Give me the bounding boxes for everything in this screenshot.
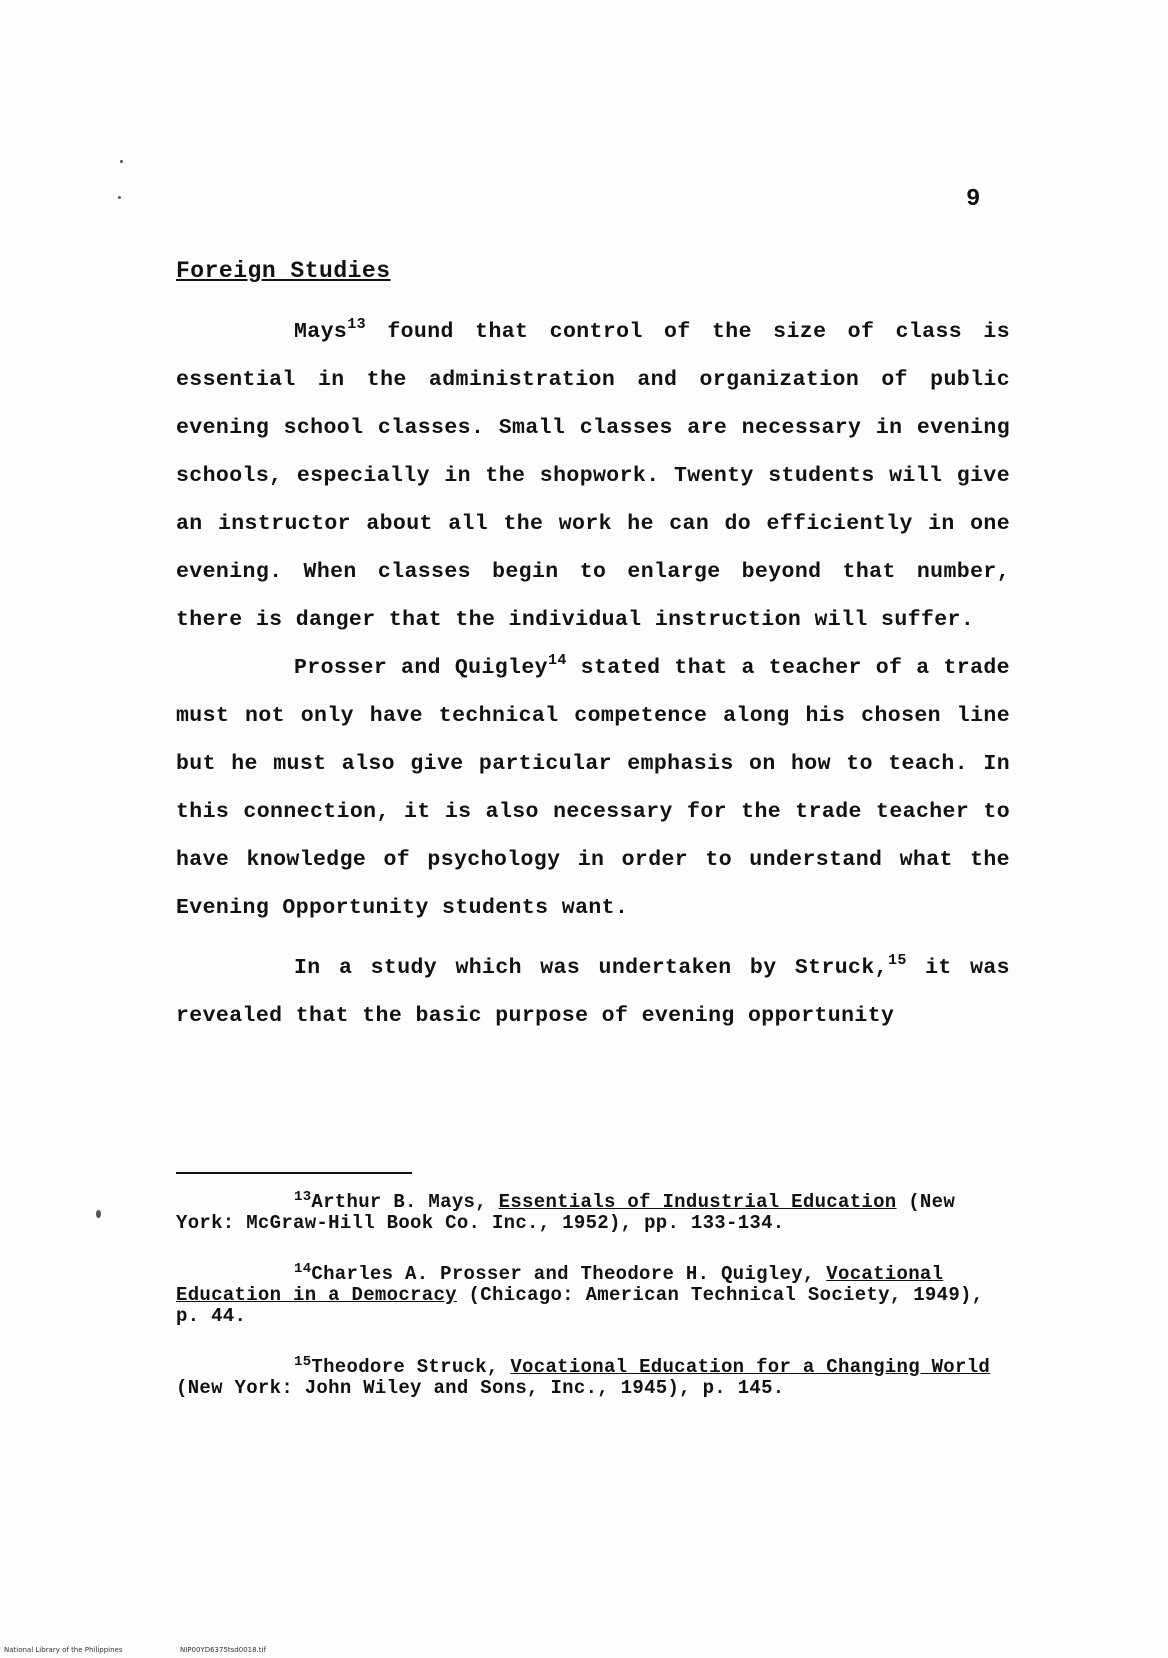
footnote-divider xyxy=(176,1172,412,1174)
footnote-publication: (New York: John Wiley and Sons, Inc., 1945), p. 145. xyxy=(176,1377,785,1399)
footnote-ref-14: 14 xyxy=(547,652,567,669)
body-text xyxy=(176,308,1010,1040)
footnote-14 xyxy=(176,1261,1010,1327)
footnote-number: 15 xyxy=(294,1354,312,1370)
footnote-ref-13: 13 xyxy=(347,316,367,333)
footnote-author: Charles A. Prosser and Theodore H. Quigley, xyxy=(311,1263,827,1285)
page-number: 9 xyxy=(966,186,981,213)
section-heading: Foreign Studies xyxy=(176,258,391,284)
footnote-ref-15: 15 xyxy=(887,952,907,969)
footnote-title: Essentials of Industrial Education xyxy=(498,1191,897,1213)
footnote-author: Theodore Struck, xyxy=(311,1356,511,1378)
footnotes xyxy=(176,1189,1010,1429)
paragraph-2-lead: Prosser and Quigley xyxy=(294,656,548,680)
paragraph-1-text: found that control of the size of class is essential in the administration and organization of public evening school classes. Small classes are necessary in evening schools, especially in the shopwork. Twenty students will give an instructor about all the work he can do efficiently in one evening. When classes begin to enlarge beyond that number, there is danger that the individual instruction will suffer. xyxy=(176,320,1010,632)
paragraph-3 xyxy=(176,944,1010,1040)
footnote-13 xyxy=(176,1189,1010,1234)
footnote-publication: (New York: McGraw-Hill Book Co. Inc., 1952), pp. 133-134. xyxy=(176,1191,956,1234)
footnote-title: Vocational Education in a Democracy xyxy=(176,1263,944,1306)
scan-speck xyxy=(96,1210,101,1218)
footnote-title: Vocational Education for a Changing World xyxy=(510,1356,991,1378)
footnote-author: Arthur B. Mays, xyxy=(311,1191,499,1213)
paragraph-3-text: it was revealed that the basic purpose of evening opportunity xyxy=(176,956,1010,1028)
scan-file-label: NIP00YD6375tsd0018.tif xyxy=(180,1646,266,1654)
scan-speck xyxy=(118,196,121,199)
paragraph-2-text: stated that a teacher of a trade must not only have technical competence along his chosen line but he must also give particular emphasis on how to teach. In this connection, it is also necessary for the trade teacher to have knowledge of psychology in order to understand what the Evening Opportunity students want. xyxy=(176,656,1010,920)
paragraph-1-lead: Mays xyxy=(294,320,348,344)
footnote-number: 13 xyxy=(294,1189,312,1205)
paragraph-3-lead: In a study which was undertaken by Struck, xyxy=(294,956,888,980)
footnote-15 xyxy=(176,1354,1010,1399)
footnote-number: 14 xyxy=(294,1261,312,1277)
paragraph-2 xyxy=(176,644,1010,932)
footnote-publication: (Chicago: American Technical Society, 1949), p. 44. xyxy=(176,1284,984,1327)
scan-speck xyxy=(120,160,123,163)
scan-library-label: National Library of the Philippines xyxy=(4,1646,123,1654)
paragraph-1 xyxy=(176,308,1010,644)
